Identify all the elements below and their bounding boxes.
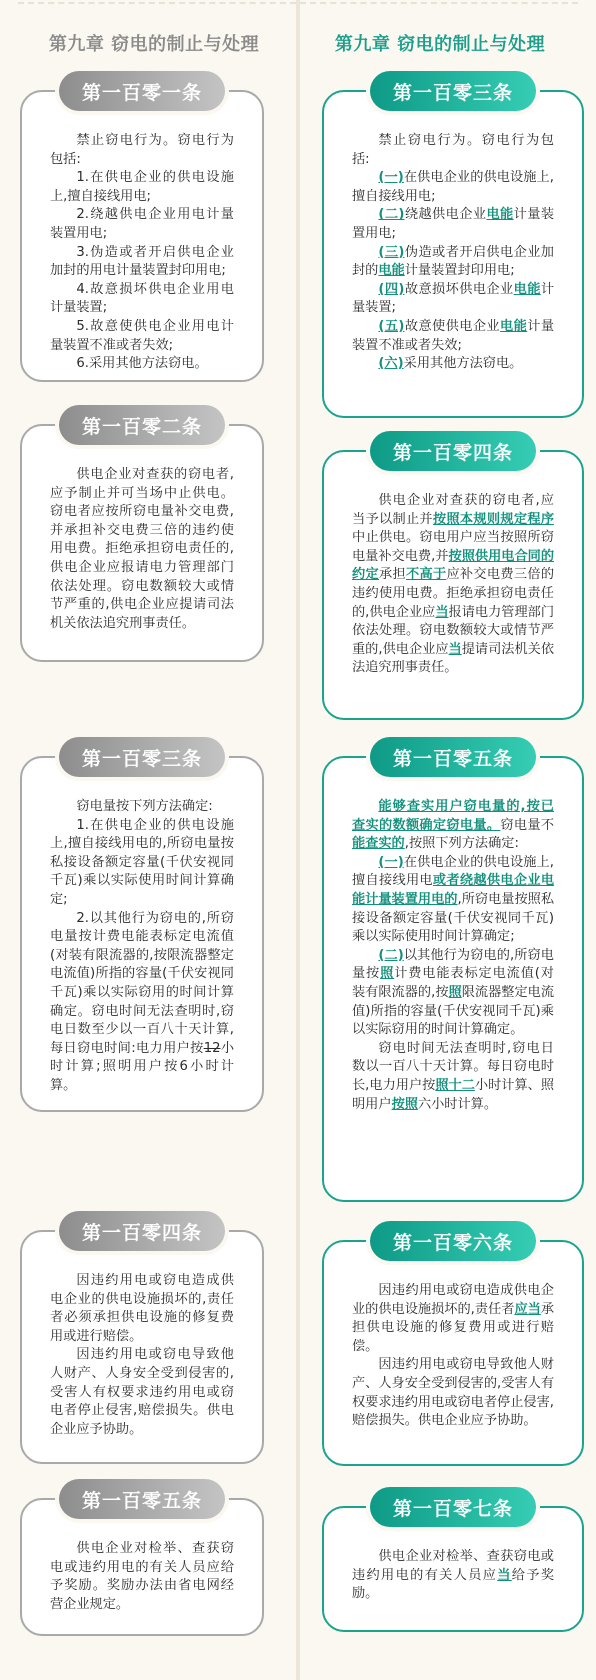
highlighted-text: (一) <box>378 170 404 186</box>
text-segment: 供电企业对查获的窃电者,应当予以制止并 <box>352 493 554 527</box>
right-card-1 <box>322 81 584 418</box>
article-paragraph <box>352 318 554 355</box>
text-segment: 窃电量不 <box>500 817 555 833</box>
left-card-1 <box>20 81 264 382</box>
article-paragraph <box>50 910 234 1096</box>
highlighted-text: 不高于 <box>405 567 447 583</box>
highlighted-text: (四) <box>378 281 405 297</box>
article-paragraph <box>50 244 234 281</box>
text-segment: 窃电量按下列方法确定: <box>76 799 213 814</box>
article-paragraph <box>352 798 554 854</box>
article-title-badge: 第一百零五条 <box>370 737 536 777</box>
article-body <box>50 798 234 1096</box>
highlighted-text: (二) <box>378 947 404 963</box>
article-title-badge: 第一百零二条 <box>59 405 225 445</box>
article-body <box>50 1272 234 1439</box>
highlighted-text: (六) <box>378 356 404 372</box>
article-title-badge: 第一百零七条 <box>370 1487 536 1527</box>
highlighted-text: (三) <box>378 244 405 260</box>
article-paragraph <box>352 854 554 947</box>
highlighted-text: 照 <box>380 966 395 982</box>
article-paragraph <box>50 798 234 817</box>
text-segment: 以其他行为窃电的,所窃电量按 <box>352 947 554 982</box>
text-segment: 小时计算;照明用户按6小时计算。 <box>50 1040 235 1093</box>
text-segment: 4.故意损坏供电企业用电计量装置; <box>50 281 234 316</box>
text-segment: 供电企业对检举、查获窃电或违约用电的有关人员应 <box>352 1549 554 1583</box>
article-title-badge: 第一百零四条 <box>370 431 536 471</box>
highlighted-text: 电能 <box>378 263 405 279</box>
article-body <box>352 492 554 678</box>
article-paragraph <box>352 355 554 374</box>
text-segment: 窃电时间无法查明时,窃电日数以一百八十天计算。每日窃电时长,电力用户按 <box>352 1040 554 1093</box>
text-segment: 供电企业对检举、查获窃电或违约用电的有关人员应给予奖励。奖励办法由省电网经营企业规定。 <box>50 1541 234 1612</box>
text-segment: 在供电企业的供电设施上,擅自接线用电; <box>352 170 554 204</box>
text-segment: 报请电力管理部门依法处理。窃电数额较大或情节严重的,供电企业应 <box>352 604 555 657</box>
right-card-4 <box>322 1231 584 1466</box>
text-segment: 计量装置; <box>352 281 555 316</box>
article-paragraph <box>50 318 234 355</box>
article-paragraph <box>352 281 554 318</box>
article-paragraph <box>352 206 554 243</box>
text-segment: 3.伪造或者开启供电企业加封的用电计量装置封印用电; <box>50 244 234 279</box>
article-paragraph <box>50 132 234 169</box>
text-segment: 因违约用电或窃电导致他人财产、人身安全受到侵害的,受害人有权要求违约用电或窃电者停止侵害,赔偿损失。供电企业应予协助。 <box>352 1357 555 1429</box>
article-paragraph <box>50 1540 234 1614</box>
text-segment: 小时计算、照明用户 <box>352 1077 555 1112</box>
right-card-3 <box>322 747 584 1202</box>
text-segment: 绕越供电企业 <box>404 207 487 223</box>
highlighted-text: 或者绕越供电企业电能计量装置用电的 <box>352 873 555 907</box>
highlighted-text: 照十二 <box>435 1077 475 1093</box>
article-paragraph <box>50 817 234 910</box>
highlighted-text: 电能 <box>513 281 541 297</box>
text-segment: 给予奖励。 <box>352 1567 555 1602</box>
right-chapter-title: 第九章 窃电的制止与处理 <box>334 34 546 55</box>
highlighted-text: 能够查实用户窃电量的,按已查实的数额确定窃电量。 <box>352 799 554 833</box>
article-paragraph <box>352 244 554 281</box>
text-segment: 1.在供电企业的供电设施上,擅自接线用电; <box>50 170 234 204</box>
article-paragraph <box>50 1346 234 1439</box>
text-segment: 因违约用电或窃电造成供电企业的供电设施损坏的,责任者 <box>352 1283 554 1317</box>
text-segment: 采用其他方法窃电。 <box>403 356 523 372</box>
article-paragraph <box>50 466 234 633</box>
text-segment: 6.采用其他方法窃电。 <box>76 356 208 372</box>
text-segment: 供电企业对查获的窃电者,应予制止并可当场中止供电。窃电者应按所窃电量补交电费,并承担补交电费三倍的违约使用电费。拒绝承担窃电责任的,供电企业应报请电力管理部门依法处理。窃电数额较大或情节严重的,供电企业应提请司法机关依法追究刑事责任。 <box>50 467 234 631</box>
article-paragraph <box>50 355 234 374</box>
text-segment: 禁止窃电行为。窃电行为包括: <box>352 133 554 167</box>
article-body <box>352 132 554 374</box>
article-paragraph <box>352 1282 554 1356</box>
text-segment: 提请司法机关依法追究刑事责任。 <box>352 641 555 676</box>
article-body <box>352 1548 554 1604</box>
text-segment: 在供电企业的供电设施上,擅自接线用电 <box>352 854 554 889</box>
highlighted-text: 电能 <box>500 318 528 334</box>
article-paragraph <box>352 1040 554 1114</box>
article-body <box>50 132 234 374</box>
article-paragraph <box>50 169 234 206</box>
left-card-5 <box>20 1489 264 1636</box>
article-title-badge: 第一百零三条 <box>59 737 225 777</box>
left-card-3 <box>20 747 264 1112</box>
text-segment: 承担 <box>378 567 406 583</box>
article-paragraph <box>352 132 554 169</box>
highlighted-text: (二) <box>378 207 405 223</box>
text-segment: 应补交电费三倍的违约使用电费。拒绝承担窃电责任的,供电企业应 <box>352 567 555 620</box>
highlighted-text: 当 <box>435 604 449 620</box>
text-segment: 故意使供电企业 <box>404 318 501 334</box>
article-body <box>50 466 234 633</box>
highlighted-text: 按照供用电合同的约定 <box>352 548 555 583</box>
text-segment: 限流器整定电流值)所指的容量(千伏安视同千瓦)乘以实际窃用的时间计算确定。 <box>352 984 555 1038</box>
article-body <box>352 1282 554 1431</box>
article-paragraph <box>352 947 554 1040</box>
right-card-5 <box>322 1497 584 1632</box>
text-segment: 计量装置不准或者失效; <box>352 318 555 353</box>
text-segment: 计量装置用电; <box>352 207 555 241</box>
highlighted-text: 应当 <box>514 1301 541 1317</box>
left-chapter-title: 第九章 窃电的制止与处理 <box>48 34 260 55</box>
text-segment: 故意损坏供电企业 <box>404 281 514 297</box>
highlighted-text: (五) <box>378 318 405 334</box>
article-body <box>352 798 554 1114</box>
article-paragraph <box>50 206 234 243</box>
right-card-2 <box>322 441 584 720</box>
text-segment: 因违约用电或窃电造成供电企业的供电设施损坏的,责任者必须承担供电设施的修复费用或进行赔偿。 <box>50 1273 234 1344</box>
left-card-4 <box>20 1221 264 1464</box>
article-paragraph <box>352 1548 554 1604</box>
highlighted-text: 照 <box>448 984 462 1000</box>
text-segment: ,按照下列方法确定: <box>404 836 519 852</box>
text-segment: 禁止窃电行为。窃电行为包括: <box>50 133 234 167</box>
text-segment: 5.故意使供电企业用电计量装置不准或者失效; <box>50 318 234 353</box>
article-title-badge: 第一百零一条 <box>59 71 225 111</box>
article-paragraph <box>50 281 234 318</box>
column-divider <box>296 0 300 1680</box>
highlighted-text: 电能 <box>486 207 514 223</box>
text-segment: 中止供电。窃电用户应当按照所窃电量补交电费,并 <box>352 530 554 564</box>
highlighted-text: 按照 <box>391 1096 418 1112</box>
highlighted-text: 当 <box>448 641 462 657</box>
text-segment: 伪造或者开启供电企业加封的 <box>352 244 554 279</box>
text-segment: 计量装置封印用电; <box>404 263 515 279</box>
left-card-2 <box>20 415 264 662</box>
highlighted-text: 按照本规则规定程序 <box>432 511 555 527</box>
text-segment: 2.以其他行为窃电的,所窃电量按计费电能表标定电流值(对装有限流器的,按限流器整定电流值)所指的容量(千伏安视同千瓦)乘以实际窃用的时间计算确定。窃电时间无法查明时,窃电日数至少以一百八十天计算,每日窃电时间:电力用户按 <box>50 910 234 1056</box>
highlighted-text: (一) <box>378 854 404 870</box>
text-segment: 六小时计算。 <box>417 1096 498 1112</box>
article-body <box>50 1540 234 1614</box>
article-title-badge: 第一百零五条 <box>59 1479 225 1519</box>
text-segment: ,所窃电量按照私接设备额定容量(千伏安视同千瓦)乘以实际使用时间计算确定; <box>352 891 555 945</box>
highlighted-text: 当 <box>497 1567 512 1583</box>
article-paragraph <box>352 1356 554 1430</box>
article-title-badge: 第一百零四条 <box>59 1211 225 1251</box>
text-segment: 2.绕越供电企业用电计量装置用电; <box>50 207 234 241</box>
article-paragraph <box>352 492 554 678</box>
article-title-badge: 第一百零六条 <box>370 1221 536 1261</box>
text-segment: 1.在供电企业的供电设施上,擅自接线用电的,所窃电量按私接设备额定容量(千伏安视同千瓦)乘以实际使用时间计算确定; <box>50 817 234 907</box>
article-paragraph <box>50 1272 234 1346</box>
highlighted-text: 能查实的 <box>352 836 405 852</box>
text-segment: 因违约用电或窃电导致他人财产、人身安全受到侵害的,受害人有权要求违约用电或窃电者停止侵害,赔偿损失。供电企业应予协助。 <box>50 1347 234 1437</box>
article-paragraph <box>352 169 554 206</box>
text-segment: 承担供电设施的修复费用或进行赔偿。 <box>352 1301 555 1354</box>
article-title-badge: 第一百零三条 <box>370 71 536 111</box>
struck-text: 12 <box>203 1040 221 1056</box>
text-segment: 计费电能表标定电流值(对装有限流器的,按 <box>352 966 554 1000</box>
